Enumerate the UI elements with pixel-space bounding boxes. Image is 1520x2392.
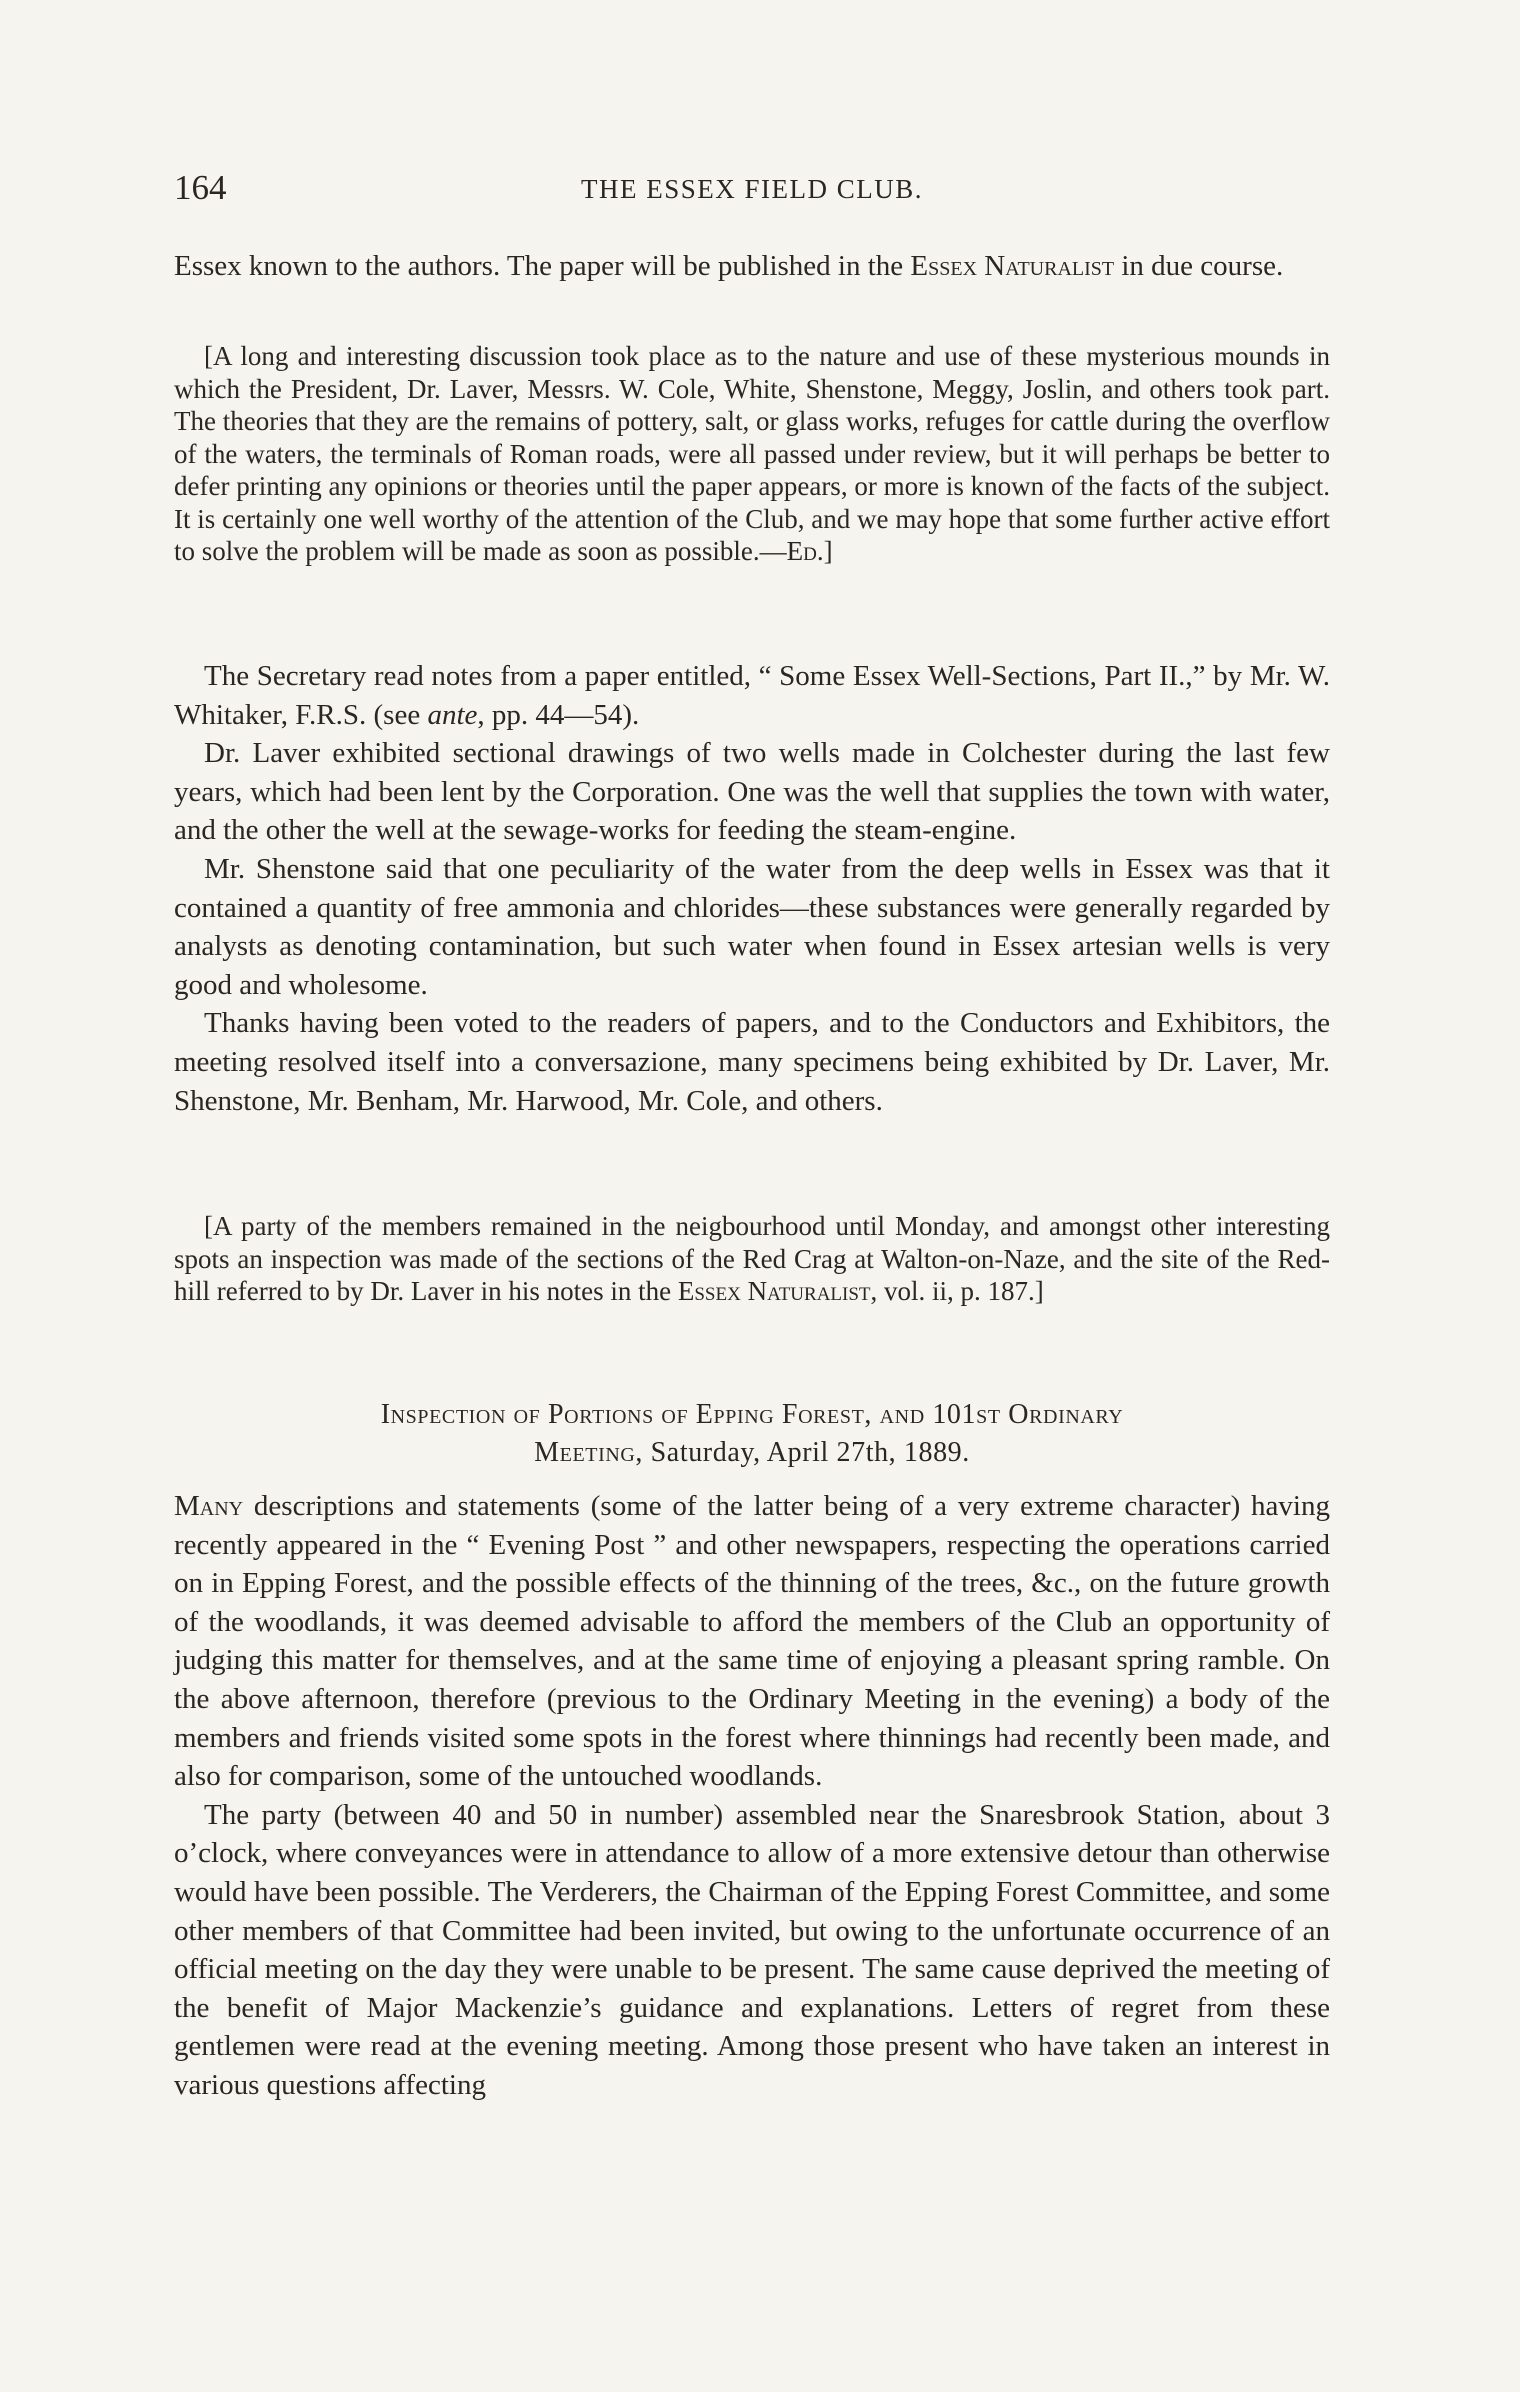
- section-heading: [174, 1396, 1330, 1472]
- p1-text-c: in due course.: [1114, 250, 1284, 282]
- paragraph-laver-drawings: Dr. Laver exhibited sectional drawings of two wells made in Colchester during the last few years, which had been lent by the Corporation. One was the well that supplies the town with water, and the other the well at the sewage-works for feeding the steam-engine.: [174, 737, 1330, 847]
- paragraph-secretary-notes: [174, 657, 1330, 1120]
- paragraph-discussion-note: [174, 340, 1330, 568]
- heading-line-1: Inspection of Portions of Epping Forest, and 101st Ordinary: [380, 1399, 1124, 1430]
- p1-journal-name: Essex Naturalist: [910, 250, 1115, 282]
- page-header: [174, 168, 1330, 218]
- p8-lead-word: Many: [174, 1490, 244, 1522]
- page-number: 164: [174, 168, 227, 207]
- heading-date: , Saturday, April 27th, 1889.: [635, 1437, 970, 1468]
- heading-line-2: [174, 1434, 1330, 1472]
- paragraph-party-snaresbrook: The party (between 40 and 50 in number) assembled near the Snaresbrook Station, about 3 o’clock, where conveyances were in attendance to allow of a more extensive detour than otherwise would have been possible. The Verderers, the Chairman of the Epping Forest Committee, and some other members of that Committee had been invited, but owing to the unfortunate occurrence of an official meeting on the day they were unable to be present. The same cause deprived the meeting of the benefit of Major Mackenzie’s guidance and explanations. Letters of regret from these gentlemen were read at the evening meeting. Among those present who have taken an interest in various questions affecting: [174, 1798, 1330, 2101]
- p8-text-b: descriptions and statements (some of the latter being of a very extreme character) having recently appeared in the “ Evening Post ” and other newspapers, respecting the operations carried on in Epping Forest, and the possible effects of the thinning of the trees, &c., on the future growth of the woodlands, it was deemed advisable to afford the members of the Club an opportunity of judging this matter for themselves, and at the same time of enjoying a pleasant spring ramble. On the above afternoon, therefore (previous to the Ordinary Meeting in the evening) a body of the members and friends visited some spots in the forest where thinnings had recently been made, and also for comparison, some of the untouched woodlands.: [174, 1490, 1330, 1793]
- p1-text-a: Essex known to the authors. The paper will be published in the: [174, 250, 911, 282]
- paragraph-thanks: Thanks having been voted to the readers of papers, and to the Conductors and Exhibitors, the meeting resolved itself into a conversazione, many specimens being exhibited by Dr. Laver, Mr. Shenstone, Mr. Benham, Mr. Harwood, Mr. Cole, and others.: [174, 1007, 1330, 1117]
- paragraph-shenstone-water: Mr. Shenstone said that one peculiarity of the water from the deep wells in Essex was that it contained a quantity of free ammonia and chlorides—these substances were generally regarded by analysts as denoting contamination, but such water when found in Essex artesian wells is very good and wholesome.: [174, 852, 1330, 1001]
- p3-ante: ante: [427, 698, 478, 731]
- p2-editor-mark: Ed.: [786, 536, 824, 566]
- paragraph-many-descriptions: [174, 1487, 1330, 2105]
- p7-text-c: , vol. ii, p. 187.]: [870, 1276, 1044, 1306]
- paragraph-party-walton: [174, 1210, 1330, 1308]
- p3-text-c: , pp. 44—54).: [477, 698, 640, 731]
- heading-meeting-word: Meeting: [534, 1437, 636, 1468]
- p2-text-a: [A long and interesting discussion took place as to the nature and use of these mysterious mounds in which the President, Dr. Laver, Messrs. W. Cole, White, Shenstone, Meggy, Joslin, and others took part. The theories that they are the remains of pottery, salt, or glass works, refuges for cattle during the overflow of the waters, the terminals of Roman roads, were all passed under review, but it will perhaps be better to defer printing any opinions or theories until the paper appears, or more is known of the facts of the subject. It is certainly one well worthy of the attention of the Club, and we may hope that some further active effort to solve the problem will be made as soon as possible.—: [174, 341, 1330, 566]
- p7-journal-name: Essex Naturalist: [677, 1276, 871, 1306]
- p3-text-a: The Secretary read notes from a paper entitled, “ Some Essex Well-Sections, Part II.,” by Mr. W. Whitaker, F.R.S. (see: [174, 660, 1330, 731]
- p2-text-c: ]: [823, 536, 833, 566]
- p7-text-a: [A party of the members remained in the neigbourhood until Monday, and amongst other interesting spots an inspection was made of the sections of the Red Crag at Walton-on-Naze, and the site of the Red-hill referred to by Dr. Laver in his notes in the: [174, 1211, 1330, 1306]
- running-head: THE ESSEX FIELD CLUB.: [581, 174, 923, 204]
- paragraph-essex-known: [174, 247, 1330, 286]
